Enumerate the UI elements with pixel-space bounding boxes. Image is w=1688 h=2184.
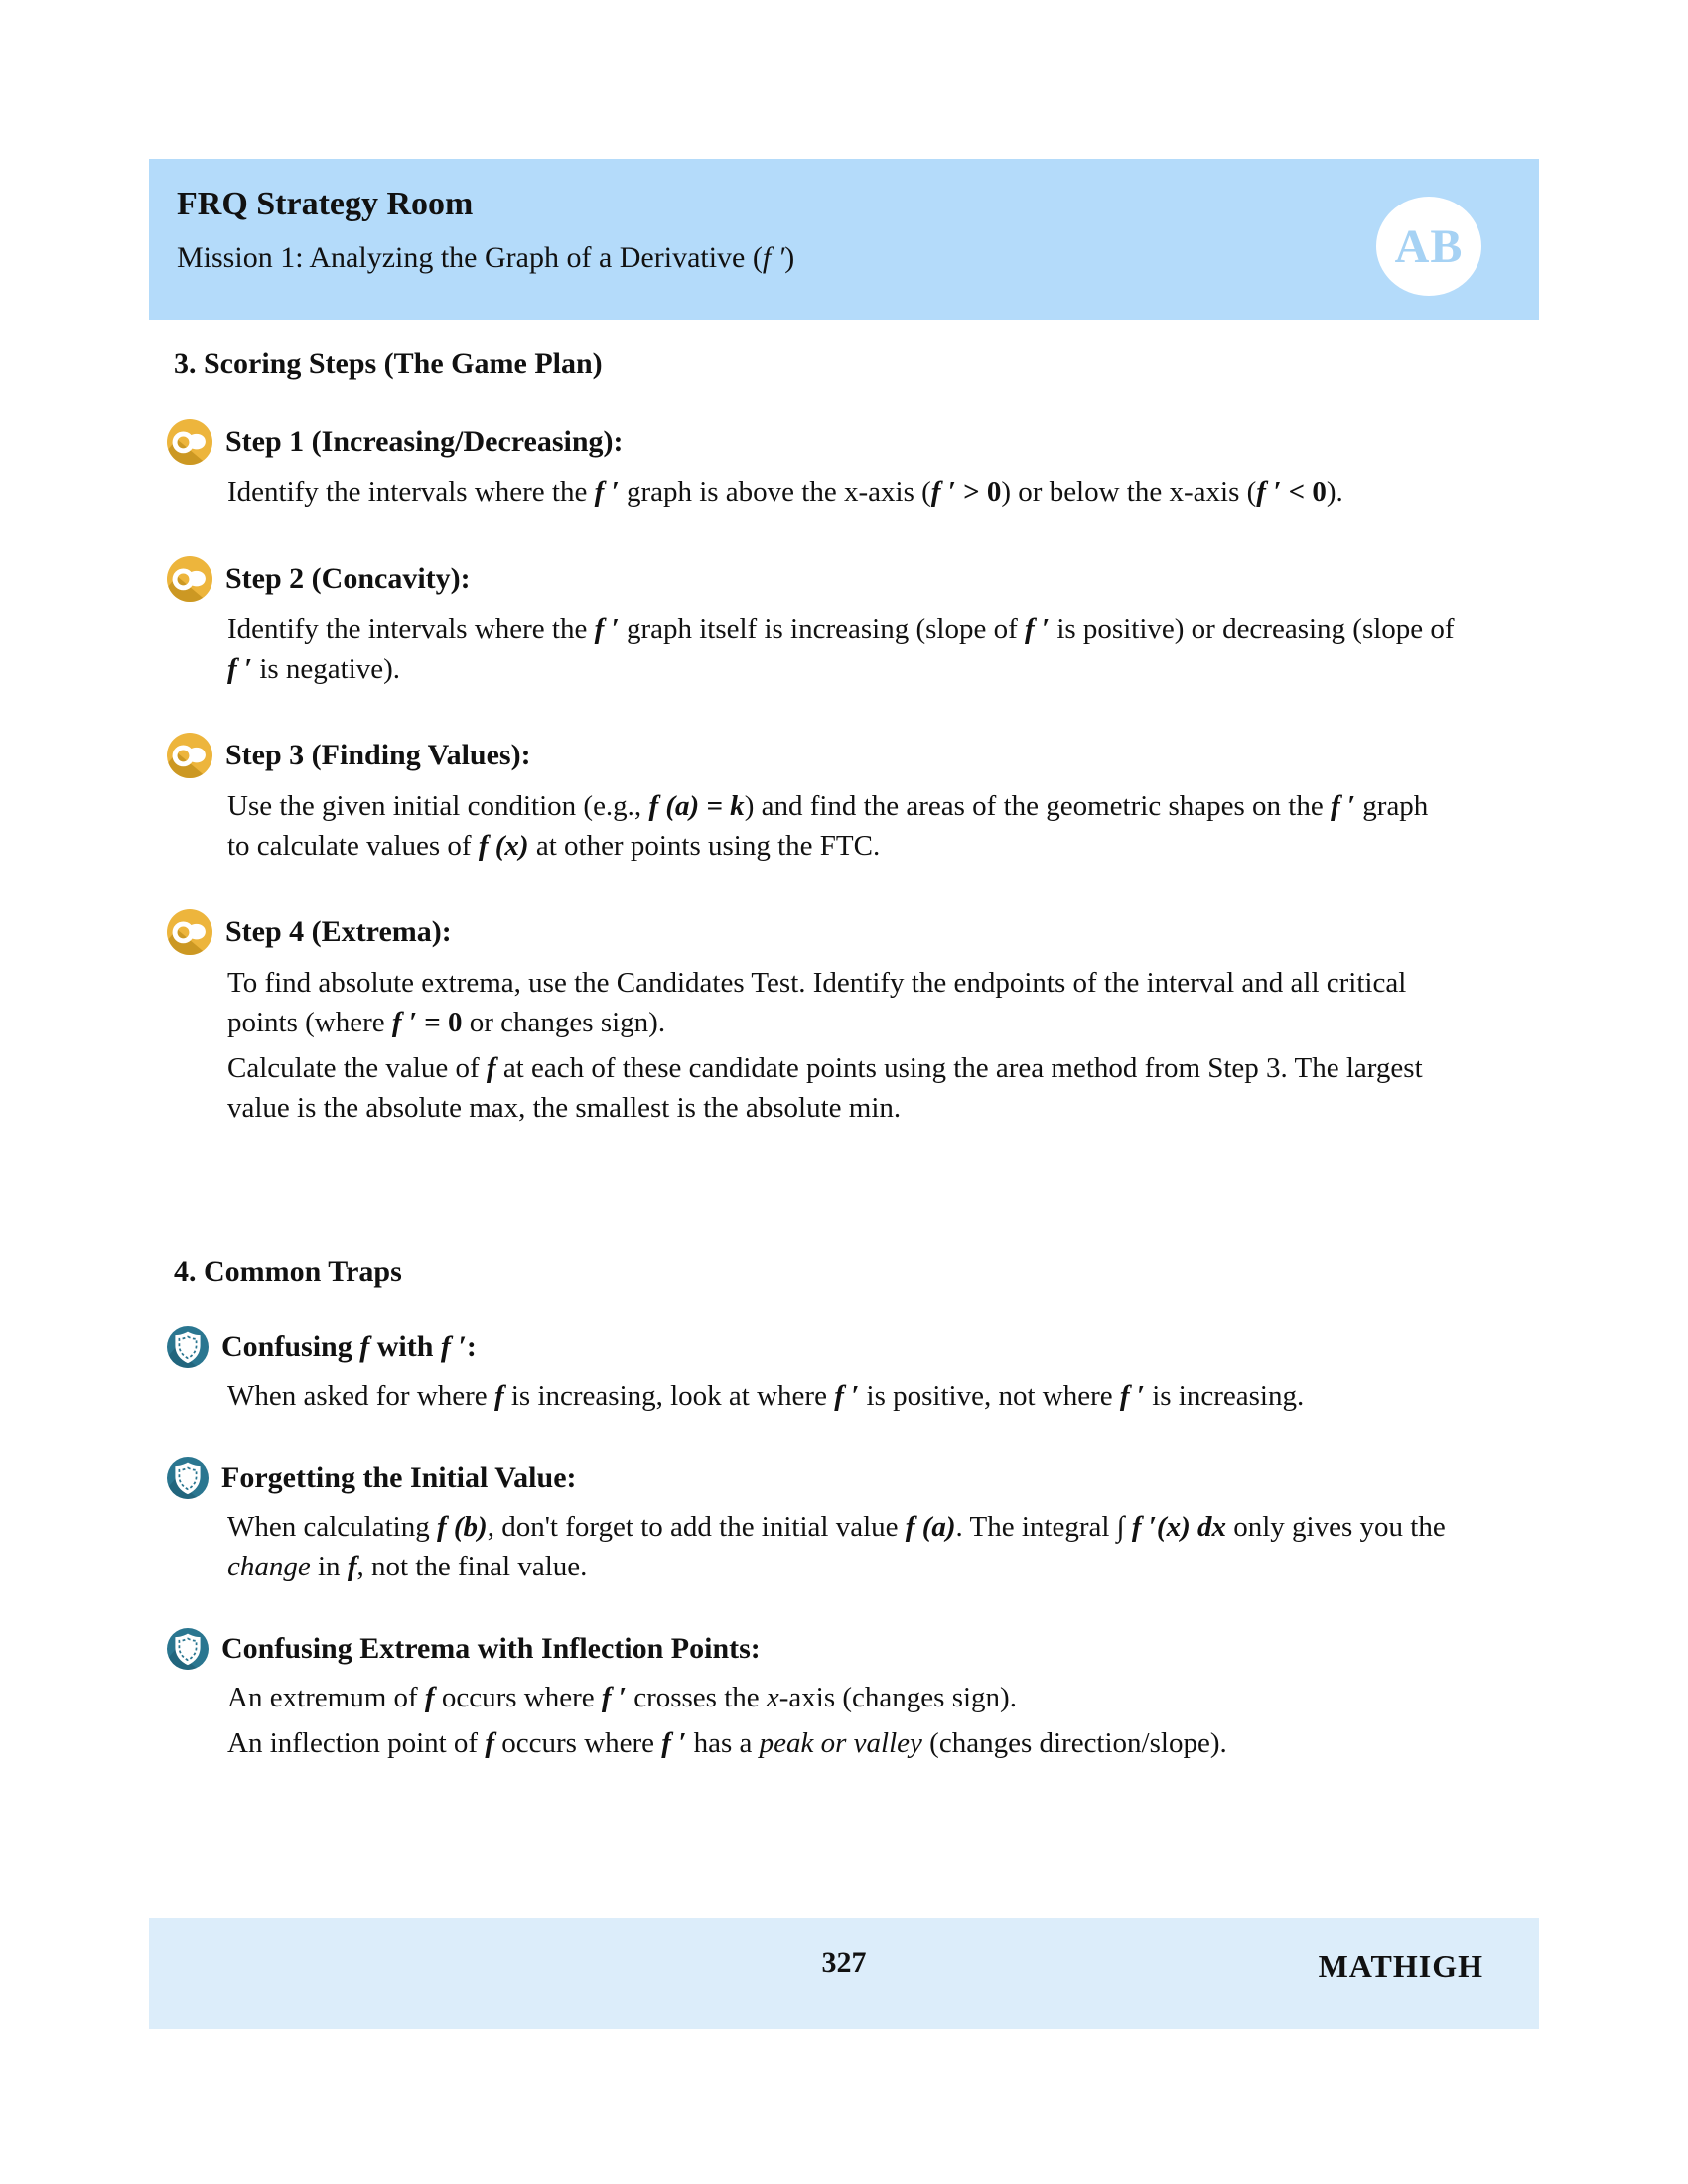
step-body [227, 473, 1494, 512]
paragraph: When calculating f (b), don't forget to add the initial value f (a). The integral ∫ f ′(x) dx only gives you the change in f, not the final value. [227, 1511, 1446, 1582]
paragraph: An extremum of f occurs where f ′ crosses the x-axis (changes sign). [227, 1682, 1017, 1713]
shield-icon [167, 1326, 209, 1368]
step-heading-row [167, 556, 1494, 602]
trap-title: Confusing f with f ′: [221, 1330, 477, 1363]
trap-heading-row [167, 1457, 1494, 1499]
scoring-steps-heading: 3. Scoring Steps (The Game Plan) [174, 347, 603, 380]
whistle-icon [167, 733, 212, 778]
scoring-step [174, 909, 1494, 1128]
trap-heading-row [167, 1326, 1494, 1368]
step-body [227, 786, 1494, 866]
ab-course-badge [1376, 197, 1481, 296]
step-heading-row [167, 909, 1494, 955]
page-subtitle: Mission 1: Analyzing the Graph of a Derivative (f ′) [177, 240, 795, 274]
trap-heading-row [167, 1628, 1494, 1670]
page-header [149, 159, 1539, 320]
paragraph: Identify the intervals where the f ′ graph itself is increasing (slope of f ′ is positive) or decreasing (slope of f ′ is negative). [227, 614, 1455, 685]
trap-body [227, 1507, 1494, 1586]
scoring-step [174, 419, 1494, 512]
step-body [227, 610, 1494, 689]
scoring-step [174, 733, 1494, 866]
whistle-icon [167, 909, 212, 955]
whistle-icon [167, 419, 212, 465]
step-title: Step 2 (Concavity): [225, 562, 471, 595]
trap-body [227, 1678, 1494, 1763]
brand-label: MATHIGH [1318, 1948, 1483, 1983]
common-traps-heading: 4. Common Traps [174, 1255, 402, 1288]
shield-icon [167, 1457, 209, 1499]
trap-item [174, 1457, 1494, 1586]
page-footer [149, 1918, 1539, 2029]
paragraph: To find absolute extrema, use the Candidates Test. Identify the endpoints of the interval and all critical points (where f ′ = 0 or changes sign). [227, 967, 1407, 1038]
scoring-steps-list [174, 419, 1494, 1128]
step-body [227, 963, 1494, 1128]
paragraph: When asked for where f is increasing, look at where f ′ is positive, not where f ′ is increasing. [227, 1380, 1305, 1412]
badge-label: AB [1394, 219, 1464, 273]
shield-icon [167, 1628, 209, 1670]
step-title: Step 3 (Finding Values): [225, 739, 531, 771]
paragraph: Identify the intervals where the f ′ graph is above the x-axis (f ′ > 0) or below the x-axis (f ′ < 0). [227, 477, 1343, 508]
page-number: 327 [821, 1946, 867, 1979]
paragraph: Calculate the value of f at each of these candidate points using the area method from Step 3. The largest value is the absolute max, the smallest is the absolute min. [227, 1052, 1423, 1124]
trap-body [227, 1376, 1494, 1416]
trap-item [174, 1326, 1494, 1416]
scoring-step [174, 556, 1494, 689]
trap-title: Confusing Extrema with Inflection Points: [221, 1632, 761, 1665]
step-title: Step 4 (Extrema): [225, 915, 452, 948]
paragraph: Use the given initial condition (e.g., f (a) = k) and find the areas of the geometric shapes on the f ′ graph to calculate values of f (x) at other points using the FTC. [227, 790, 1429, 862]
trap-title: Forgetting the Initial Value: [221, 1461, 577, 1494]
page-title: FRQ Strategy Room [177, 186, 474, 222]
whistle-icon [167, 556, 212, 602]
step-heading-row [167, 733, 1494, 778]
main-content [174, 347, 1494, 1805]
common-traps-list [174, 1326, 1494, 1763]
step-heading-row [167, 419, 1494, 465]
trap-item [174, 1628, 1494, 1763]
step-title: Step 1 (Increasing/Decreasing): [225, 425, 624, 458]
paragraph: An inflection point of f occurs where f ′ has a peak or valley (changes direction/slope). [227, 1727, 1227, 1759]
